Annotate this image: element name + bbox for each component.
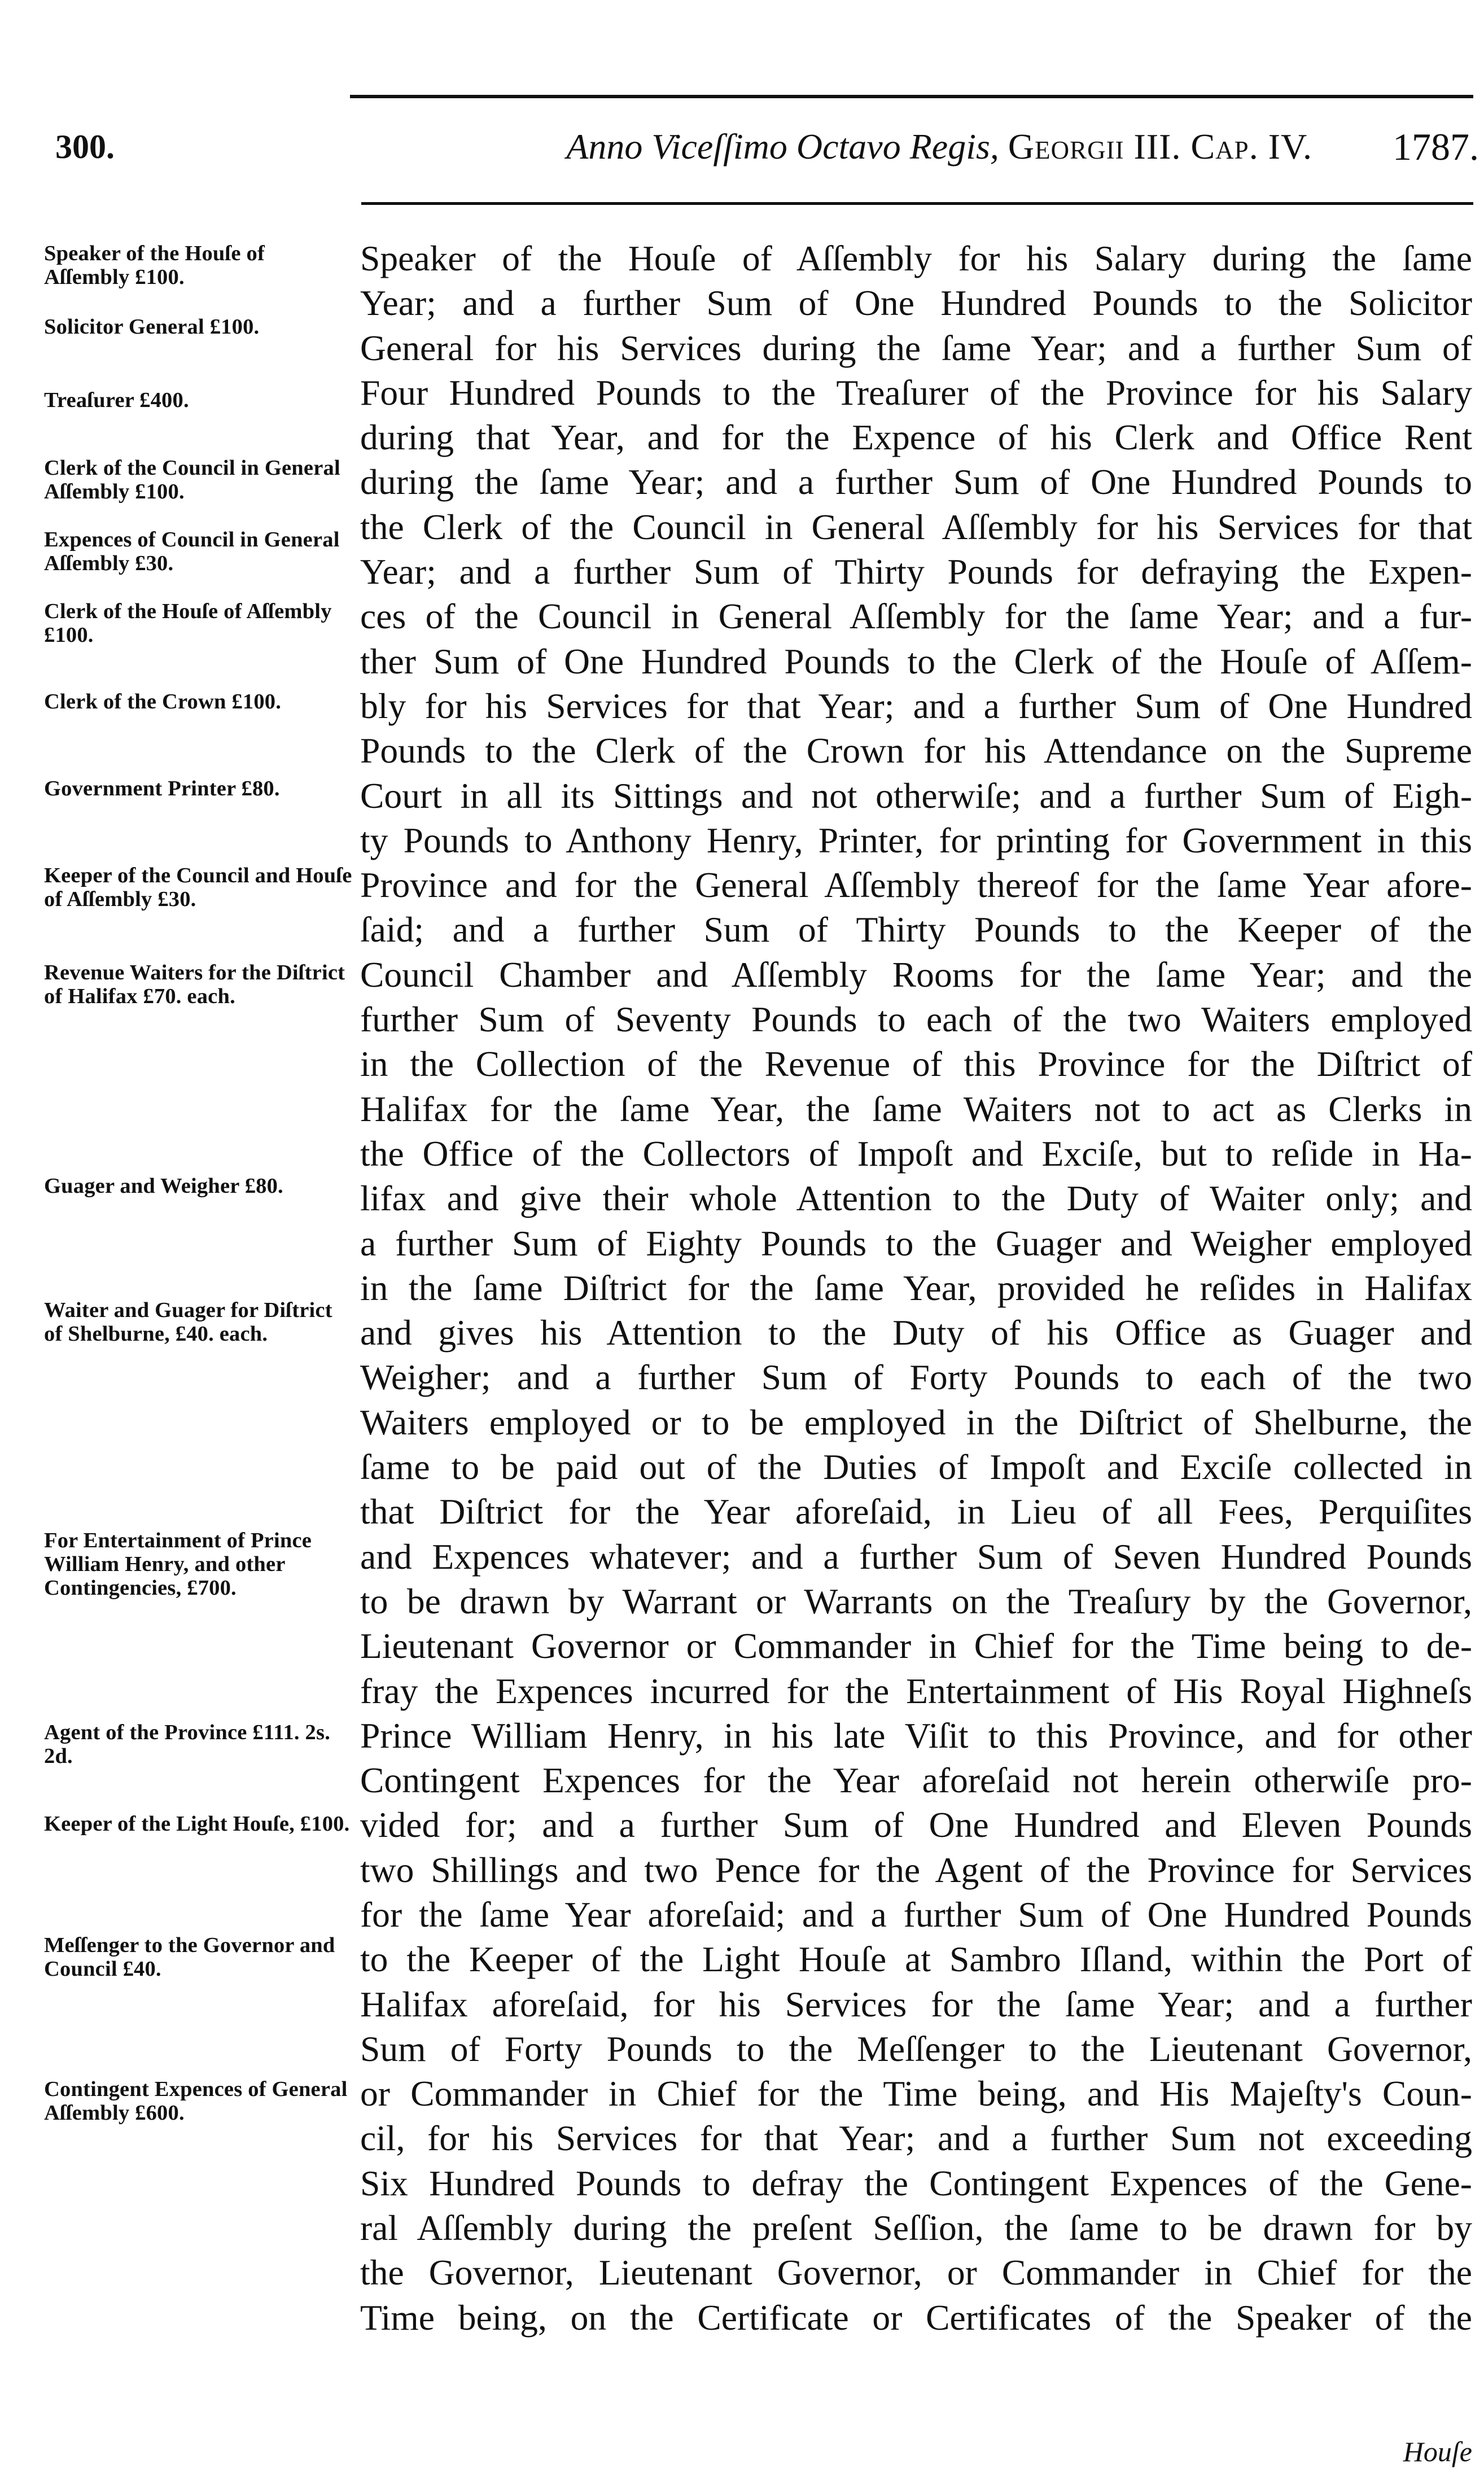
body-line: Year; and a further Sum of Thirty Pounds for defraying the Expen- bbox=[360, 552, 1472, 592]
margin-note-revenue-waiters: Revenue Waiters for the Diſtrict of Halifax £70. each. bbox=[44, 961, 345, 1008]
body-line: cil, for his Services for that Year; and a further Sum not exceeding bbox=[360, 2118, 1472, 2159]
margin-note-treasurer: Treaſurer £400. bbox=[44, 388, 189, 412]
page-number: 300. bbox=[55, 128, 115, 165]
margin-note-expences-council: Expences of Council in General Aſſembly £30. bbox=[44, 528, 340, 575]
body-line: Waiters employed or to be employed in the Diſtrict of Shelburne, the bbox=[360, 1402, 1472, 1442]
body-line: fray the Expences incurred for the Entertainment of His Royal Highneſs bbox=[360, 1670, 1472, 1711]
body-line: Weigher; and a further Sum of Forty Pounds to each of the two bbox=[360, 1357, 1472, 1398]
margin-note-contingent: Contingent Expences of General Aſſembly £600. bbox=[44, 2077, 348, 2125]
body-line: and gives his Attention to the Duty of his Office as Guager and bbox=[360, 1312, 1472, 1353]
body-line: lifax and give their whole Attention to the Duty of Waiter only; and bbox=[360, 1178, 1472, 1219]
body-line: in the ſame Diſtrict for the ſame Year, provided he reſides in Halifax bbox=[360, 1267, 1472, 1308]
body-line: to be drawn by Warrant or Warrants on the Treaſury by the Governor, bbox=[360, 1581, 1472, 1621]
body-line: vided for; and a further Sum of One Hundred and Eleven Pounds bbox=[360, 1805, 1472, 1845]
margin-note-solicitor: Solicitor General £100. bbox=[44, 315, 260, 339]
body-line: Sum of Forty Pounds to the Meſſenger to the Lieutenant Governor, bbox=[360, 2028, 1472, 2069]
margin-note-keeper-council: Keeper of the Council and Houſe of Aſſembly £30. bbox=[44, 864, 352, 911]
running-title bbox=[466, 121, 1312, 172]
body-line: the Governor, Lieutenant Governor, or Commander in Chief for the bbox=[360, 2252, 1472, 2293]
body-line: ty Pounds to Anthony Henry, Printer, for printing for Government in this bbox=[360, 820, 1472, 860]
body-line: Pounds to the Clerk of the Crown for his Attendance on the Supreme bbox=[360, 730, 1472, 771]
body-line: ſaid; and a further Sum of Thirty Pounds to the Keeper of the bbox=[360, 909, 1472, 950]
body-text bbox=[360, 236, 1472, 2340]
running-title-smallcaps: Georgii III. Cap. IV. bbox=[1008, 126, 1312, 167]
body-line: Contingent Expences for the Year aforeſaid not herein otherwiſe pro- bbox=[360, 1760, 1472, 1801]
body-line: during the ſame Year; and a further Sum of One Hundred Pounds to bbox=[360, 462, 1472, 502]
body-line: further Sum of Seventy Pounds to each of the two Waiters employed bbox=[360, 999, 1472, 1040]
body-line: or Commander in Chief for the Time being, and His Majeſty's Coun- bbox=[360, 2073, 1472, 2114]
margin-note-clerk-council: Clerk of the Council in General Aſſembly £100. bbox=[44, 456, 340, 504]
margin-note-light-house: Keeper of the Light Houſe, £100. bbox=[44, 1812, 350, 1836]
body-line: and Expences whatever; and a further Sum of Seven Hundred Pounds bbox=[360, 1536, 1472, 1577]
body-line: in the Collection of the Revenue of this Province for the Diſtrict of bbox=[360, 1044, 1472, 1084]
margin-note-clerk-house: Clerk of the Houſe of Aſſembly £100. bbox=[44, 599, 332, 647]
margin-note-government-printer: Government Printer £80. bbox=[44, 777, 280, 800]
margin-note-clerk-crown: Clerk of the Crown £100. bbox=[44, 690, 282, 714]
body-line: bly for his Services for that Year; and a further Sum of One Hundred bbox=[360, 685, 1472, 726]
margin-note-entertainment: For Entertainment of Prince William Henry, and other Contingencies, £700. bbox=[44, 1529, 312, 1600]
top-rule bbox=[350, 95, 1473, 98]
body-line: a further Sum of Eighty Pounds to the Guager and Weigher employed bbox=[360, 1223, 1472, 1263]
catchword: Houſe bbox=[1403, 2436, 1472, 2467]
body-line: to the Keeper of the Light Houſe at Sambro Iſland, within the Port of bbox=[360, 1939, 1472, 1980]
body-line: Six Hundred Pounds to defray the Contingent Expences of the Gene- bbox=[360, 2163, 1472, 2203]
body-line: Halifax aforeſaid, for his Services for the ſame Year; and a further bbox=[360, 1984, 1472, 2024]
body-line: Lieutenant Governor or Commander in Chief for the Time being to de- bbox=[360, 1626, 1472, 1666]
body-line: Year; and a further Sum of One Hundred Pounds to the Solicitor bbox=[360, 283, 1472, 323]
header-rule bbox=[361, 202, 1473, 205]
running-title-italic: Anno Viceſſimo Octavo Regis, bbox=[566, 126, 999, 167]
body-line: Speaker of the Houſe of Aſſembly for his Salary during the ſame bbox=[360, 238, 1472, 278]
margin-note-speaker: Speaker of the Houſe of Aſſembly £100. bbox=[44, 242, 265, 289]
body-line: the Office of the Collectors of Impoſt and Exciſe, but to reſide in Ha- bbox=[360, 1133, 1472, 1174]
body-line: for the ſame Year aforeſaid; and a further Sum of One Hundred Pounds bbox=[360, 1894, 1472, 1935]
body-line: Time being, on the Certificate or Certificates of the Speaker of the bbox=[360, 2297, 1472, 2338]
body-line: General for his Services during the ſame Year; and a further Sum of bbox=[360, 327, 1472, 368]
margin-note-guager: Guager and Weigher £80. bbox=[44, 1174, 283, 1198]
margin-note-shelburne: Waiter and Guager for Diſtrict of Shelburne, £40. each. bbox=[44, 1298, 332, 1346]
margin-note-agent: Agent of the Province £111. 2s. 2d. bbox=[44, 1721, 331, 1768]
header-year: 1787. bbox=[1393, 125, 1479, 168]
body-line: ſame to be paid out of the Duties of Impoſt and Exciſe collected in bbox=[360, 1447, 1472, 1487]
body-line: Four Hundred Pounds to the Treaſurer of the Province for his Salary bbox=[360, 372, 1472, 413]
body-line: Council Chamber and Aſſembly Rooms for the ſame Year; and the bbox=[360, 954, 1472, 995]
body-line: Prince William Henry, in his late Viſit to this Province, and for other bbox=[360, 1715, 1472, 1756]
body-line: Halifax for the ſame Year, the ſame Waiters not to act as Clerks in bbox=[360, 1088, 1472, 1129]
body-line: Province and for the General Aſſembly thereof for the ſame Year afore- bbox=[360, 865, 1472, 905]
body-line: ther Sum of One Hundred Pounds to the Clerk of the Houſe of Aſſem- bbox=[360, 641, 1472, 681]
body-line: ral Aſſembly during the preſent Seſſion, the ſame to be drawn for by bbox=[360, 2208, 1472, 2248]
margin-note-messenger: Meſſenger to the Governor and Council £40. bbox=[44, 1933, 335, 1981]
body-line: ces of the Council in General Aſſembly for the ſame Year; and a fur- bbox=[360, 596, 1472, 637]
body-line: the Clerk of the Council in General Aſſembly for his Services for that bbox=[360, 506, 1472, 547]
body-line: that Diſtrict for the Year aforeſaid, in Lieu of all Fees, Perquiſites bbox=[360, 1491, 1472, 1532]
body-line: Court in all its Sittings and not otherwiſe; and a further Sum of Eigh- bbox=[360, 775, 1472, 816]
body-line: two Shillings and two Pence for the Agent of the Province for Services bbox=[360, 1849, 1472, 1890]
body-line: during that Year, and for the Expence of his Clerk and Office Rent bbox=[360, 417, 1472, 458]
